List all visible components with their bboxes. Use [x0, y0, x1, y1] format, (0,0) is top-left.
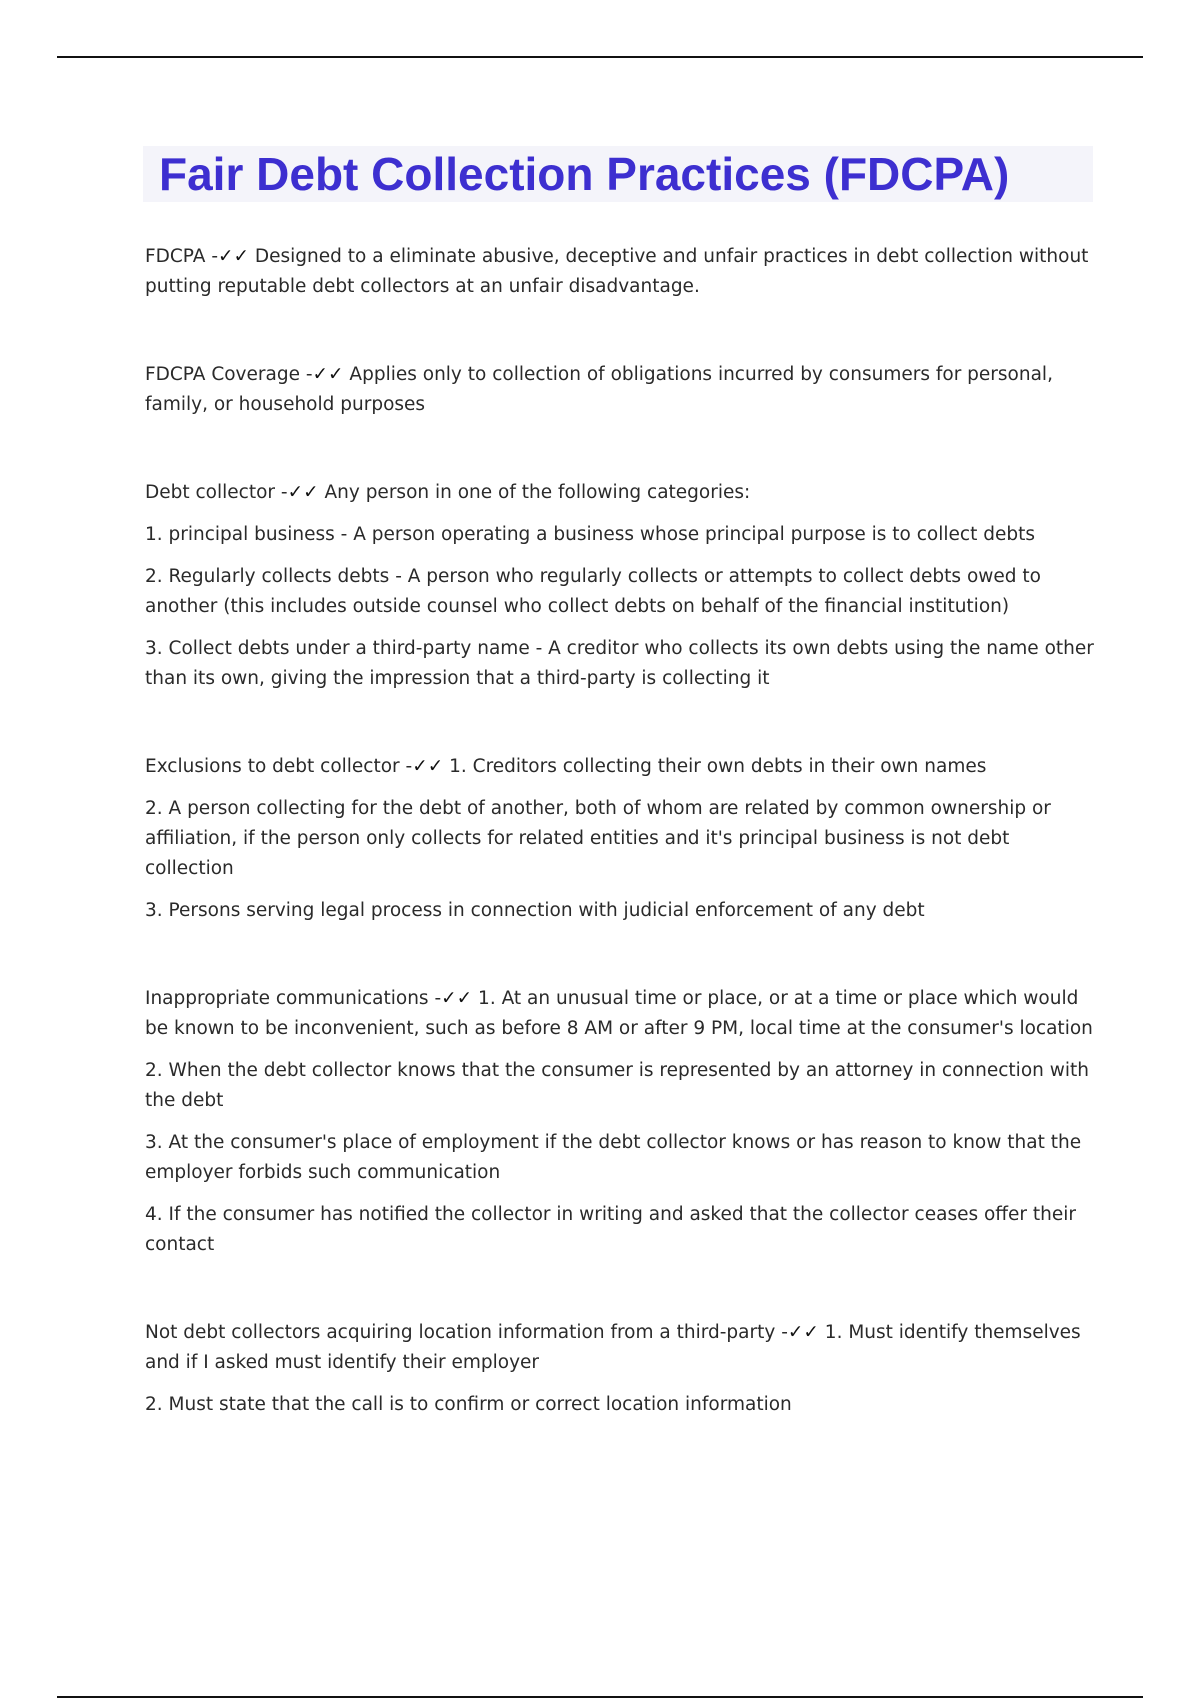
term-separator: - — [299, 364, 313, 385]
flashcard — [145, 242, 1095, 302]
flashcard-definition: 1. Creditors collecting their own debts in their own names — [449, 756, 987, 777]
flashcard — [145, 752, 1095, 926]
double-check-icon: ✓✓ — [441, 988, 473, 1009]
double-check-icon: ✓✓ — [287, 482, 319, 503]
flashcard-list-item: 2. When the debt collector knows that the consumer is represented by an attorney in connection with the debt — [145, 1060, 1089, 1111]
flashcard — [145, 1318, 1095, 1420]
flashcard-definition-line — [145, 752, 1095, 782]
double-check-icon: ✓✓ — [218, 246, 250, 267]
flashcard-list-item: 2. Must state that the call is to confirm or correct location information — [145, 1394, 792, 1415]
flashcard-list-item: 2. A person collecting for the debt of another, both of whom are related by common ownership or affiliation, if the person only collects for related entities and it's principal business is not debt collection — [145, 798, 1051, 879]
flashcard-definition-line — [145, 360, 1095, 420]
flashcard-term: FDCPA Coverage — [145, 364, 300, 385]
term-separator: - — [428, 988, 442, 1009]
top-divider — [57, 56, 1143, 58]
flashcard-term: Debt collector — [145, 482, 276, 503]
flashcard — [145, 360, 1095, 420]
flashcard — [145, 478, 1095, 694]
flashcard-list-item: 3. At the consumer's place of employment if the debt collector knows or has reason to know that the employer forbids such communication — [145, 1132, 1082, 1183]
double-check-icon: ✓✓ — [412, 756, 444, 777]
flashcard-definition-line — [145, 478, 1095, 508]
flashcard-definition: Any person in one of the following categories: — [324, 482, 751, 503]
flashcard-list-item: 2. Regularly collects debts - A person who regularly collects or attempts to collect debts owed to another (this includes outside counsel who collect debts on behalf of the financial institution) — [145, 566, 1041, 617]
bottom-divider — [57, 1696, 1143, 1698]
flashcard-definition: Designed to a eliminate abusive, deceptive and unfair practices in debt collection without putting reputable debt collectors at an unfair disadvantage. — [145, 246, 1089, 297]
flashcard-term: Exclusions to debt collector — [145, 756, 400, 777]
flashcard-definition-line — [145, 1318, 1095, 1378]
flashcard-list — [145, 242, 1095, 1478]
flashcard-definition: Applies only to collection of obligations incurred by consumers for personal, family, or household purposes — [145, 364, 1053, 415]
flashcard-definition: 1. At an unusual time or place, or at a time or place which would be known to be inconvenient, such as before 8 AM or after 9 PM, local time at the consumer's location — [145, 988, 1093, 1039]
flashcard-list-item: 4. If the consumer has notified the collector in writing and asked that the collector ceases offer their contact — [145, 1204, 1077, 1255]
document-title: Fair Debt Collection Practices (FDCPA) — [159, 148, 1010, 200]
flashcard — [145, 984, 1095, 1260]
flashcard-definition: 1. Must identify themselves and if I asked must identify their employer — [145, 1322, 1081, 1373]
term-separator: - — [775, 1322, 788, 1343]
flashcard-list-item: 3. Collect debts under a third-party name - A creditor who collects its own debts using the name other than its own, giving the impression that a third-party is collecting it — [145, 638, 1094, 689]
flashcard-list-item: 1. principal business - A person operating a business whose principal purpose is to collect debts — [145, 524, 1035, 545]
term-separator: - — [205, 246, 218, 267]
term-separator: - — [399, 756, 413, 777]
flashcard-term: Not debt collectors acquiring location information from a third-party — [145, 1322, 776, 1343]
flashcard-definition-line — [145, 242, 1095, 302]
double-check-icon: ✓✓ — [312, 364, 344, 385]
flashcard-term: Inappropriate communications — [145, 988, 429, 1009]
flashcard-term: FDCPA — [145, 246, 206, 267]
flashcard-list-item: 3. Persons serving legal process in connection with judicial enforcement of any debt — [145, 900, 925, 921]
double-check-icon: ✓✓ — [787, 1322, 819, 1343]
term-separator: - — [275, 482, 288, 503]
flashcard-definition-line — [145, 984, 1095, 1044]
